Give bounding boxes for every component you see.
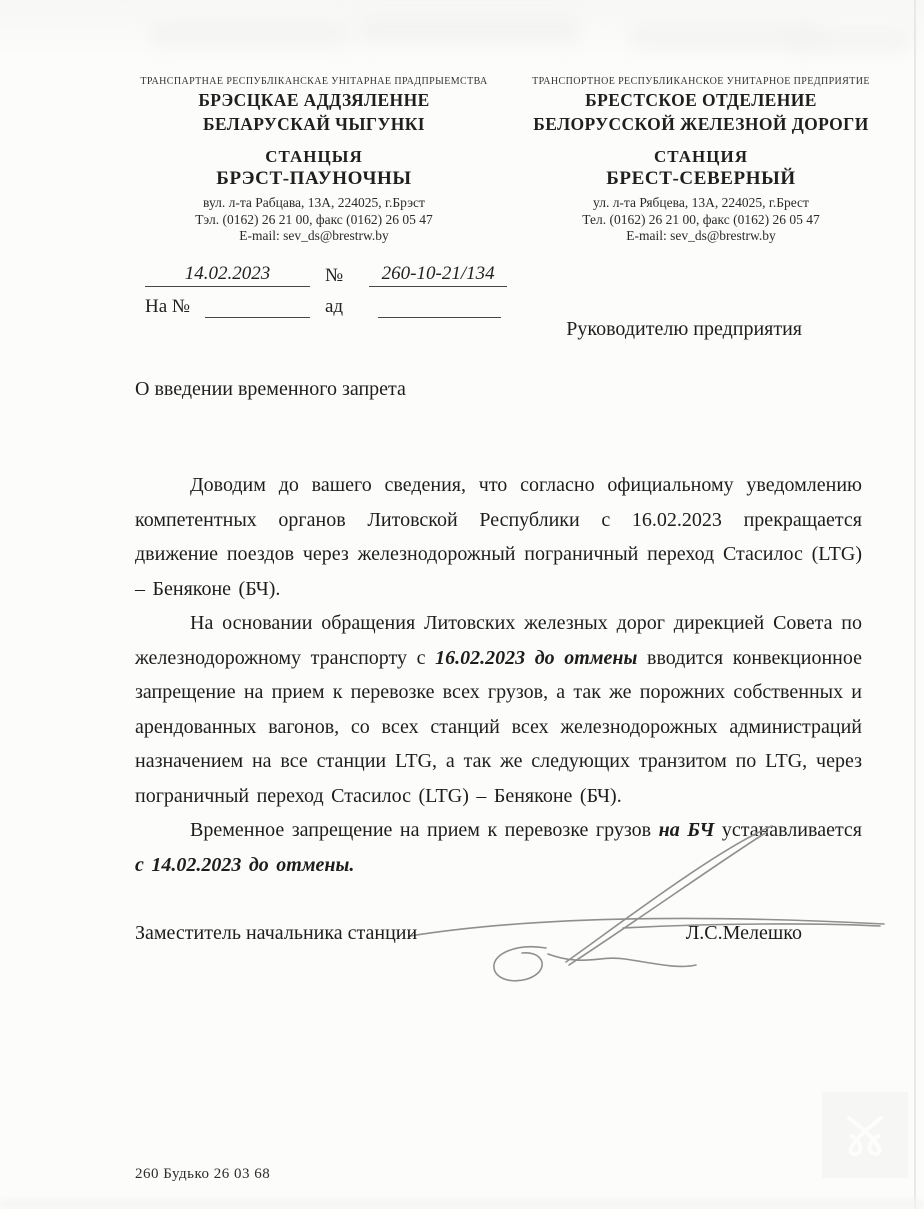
- reference-row-outgoing: [145, 256, 507, 287]
- number-label: №: [325, 265, 344, 286]
- addressee: Руководителю предприятия: [566, 318, 802, 340]
- scan-artifact: [790, 30, 910, 52]
- signer-position: Заместитель начальника станции: [135, 922, 418, 944]
- scan-edge-shadow: [914, 0, 916, 1209]
- body-paragraph: Временное запрещение на прием к перевозке грузов на БЧ устанавливается с 14.02.2023 до отмены.: [135, 819, 863, 876]
- body-paragraph: На основании обращения Литовских железных дорог дирекцией Совета по железнодорожному транспорту с 16.02.2023 до отмены вводится конвекционное запрещение на прием к перевозке всех грузов, а так же порожних собственных и арендованных вагонов, со всех станций всех железнодорожных администраций назначением на все станции LTG, а так же следующих транзитом по LTG, через пограничный переход Стасилос (LTG) – Беняконе (БЧ).: [135, 612, 862, 807]
- station-name-by: БРЭСТ-ПАУНОЧНЫ: [216, 168, 412, 189]
- phone-ru: Тел. (0162) 26 21 00, факс (0162) 26 05 47: [582, 211, 820, 227]
- executor-note: 260 Будько 26 03 68: [135, 1166, 271, 1182]
- station-label-ru: СТАНЦИЯ: [654, 147, 748, 166]
- email-ru: E-mail: sev_ds@brestrw.by: [626, 228, 776, 243]
- watermark-glyph: [835, 1110, 895, 1160]
- reply-date-label: ад: [325, 296, 344, 317]
- reply-number-blank: [205, 316, 310, 318]
- reply-to-label: На №: [145, 296, 191, 317]
- org-type-ru: ТРАНСПОРТНОЕ РЕСПУБЛИКАНСКОЕ УНИТАРНОЕ ПРЕДПРИЯТИЕ: [532, 76, 870, 87]
- letterhead-right: [518, 76, 884, 245]
- subject-line: О введении временного запрета: [135, 378, 406, 400]
- signer-name: Л.С.Мелешко: [685, 922, 802, 944]
- letter-number: 260-10-21/134: [369, 263, 507, 287]
- scan-artifact: [360, 16, 580, 44]
- reference-block: [145, 256, 507, 318]
- reference-row-reply: [145, 287, 507, 318]
- email-by: E-mail: sev_ds@brestrw.by: [239, 228, 389, 243]
- org-name-by-line2: БЕЛАРУСКАЙ ЧЫГУНКІ: [202, 114, 426, 134]
- signature-scribble: [398, 816, 890, 994]
- body-paragraph: Доводим до вашего сведения, что согласно официальному уведомлению компетентных органов Литовской Республики с 16.02.2023 прекращается движение поездов через железнодорожный пограничный переход Стасилос (LTG) – Беняконе (БЧ).: [135, 474, 862, 600]
- station-label-by: СТАНЦЫЯ: [265, 147, 363, 166]
- signature-row: [135, 922, 802, 945]
- watermark: [822, 1092, 908, 1178]
- org-name-ru-line1: БРЕСТСКОЕ ОТДЕЛЕНИЕ: [585, 90, 817, 110]
- address-ru: ул. л-та Рябцева, 13А, 224025, г.Брест: [593, 195, 809, 210]
- letterhead: [140, 76, 884, 245]
- org-name-by-line1: БРЭСЦКАЕ АДДЗЯЛЕННЕ: [198, 90, 430, 110]
- org-name-ru-line2: БЕЛОРУССКОЙ ЖЕЛЕЗНОЙ ДОРОГИ: [533, 114, 869, 134]
- phone-by: Тэл. (0162) 26 21 00, факс (0162) 26 05 47: [195, 211, 433, 227]
- address-by: вул. л-та Рабцава, 13А, 224025, г.Брэст: [203, 195, 425, 210]
- org-type-by: ТРАНСПАРТНАЕ РЕСПУБЛІКАНСКАЕ УНІТАРНАЕ ПРАДПРЫЕМСТВА: [140, 76, 488, 87]
- station-name-ru: БРЕСТ-СЕВЕРНЫЙ: [606, 168, 796, 189]
- scan-artifact: [0, 1199, 924, 1209]
- scan-artifact: [150, 22, 350, 46]
- letterhead-left: [140, 76, 488, 245]
- letter-date: 14.02.2023: [145, 263, 310, 287]
